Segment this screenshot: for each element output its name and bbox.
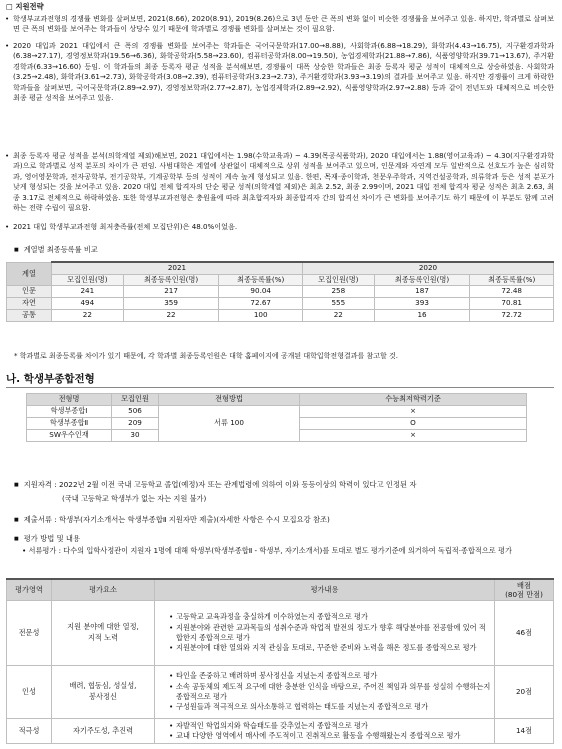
admission-type-table: 전형명 모집인원 전형방법 수능최저학력기준 학생부종합Ⅰ 506 서류 100 × 학생부종합Ⅱ 209 O SW우수인재 30 ×	[26, 393, 527, 442]
table-row: 전문성 지원 분야에 대한 열정, 지적 노력 • 고등학교 교육과정을 충실하게 이수하였는지 종합적으로 평가 • 지원분야와 관련한 교과목들의 성취수준과 학업적 발전의 정도가 향후 해당분야를 전공함에 있어 적합한지 종합적으로 평가 • 지원분야에 대한 열의와 지적 관심을 토대로, 꾸준한 준비와 노력을 해온 정도를 종합적으로 평가 46점	[7, 601, 554, 666]
table-row: 적극성 자기주도성, 추진력 • 자발적인 학업의지와 학습태도를 갖추었는지 종합적으로 평가 • 교내 다양한 영역에서 매사에 주도적이고 진취적으로 활동을 수행해왔는지 종합적으로 평가 14점	[7, 719, 554, 744]
table-row: 공통 22 22 100 22 16 72.72	[7, 310, 554, 322]
qualification: ■ 지원자격 : 2022년 2월 이전 국내 고등학교 졸업(예정)자 또는 관계법령에 의하여 이와 동등이상의 학력이 있다고 인정된 자	[14, 480, 554, 491]
section-heading: □ 지원전략	[6, 2, 44, 11]
table1-title: ■ 계열별 최종등록률 비교	[14, 245, 98, 256]
table-note: * 학과별로 최종등록률 차이가 있기 때문에, 각 학과별 최종등록인원은 대학 홈페이지에 공개된 대학입학전형결과를 참고할 것.	[14, 352, 398, 360]
col-header: 최종등록인원(명)	[123, 274, 219, 286]
table-row: 인성 배려, 협동심, 성실성, 봉사정신 • 타인을 존중하고 배려하며 봉사정신을 지녔는지 종합적으로 평가 • 소속 공동체의 제도적 요구에 대한 충분한 인식을 바탕으로, 주어진 책임과 의무를 성실히 수행하는지 종합적으로 평가 • 구성원들과 적극적으로 의사소통하고 협력하는 태도를 지녔는지 종합적으로 평가 20점	[7, 666, 554, 719]
section-2-title: 나. 학생부종합전형	[6, 373, 95, 385]
table-row: SW우수인재 30 ×	[27, 430, 527, 442]
bullet-1: • 학생부교과전형의 경쟁률 변화를 살펴보면, 2021(8.66), 2020(8.91), 2019(8.26)으로 3년 동안 큰 폭의 변화 없이 비슷한 경쟁률을 보여주고 있음. 하지만, 학과별로 살펴보면 큰 폭의 변화를 보여주는 학과들이 상당수 있기 때문에 학과별로 경쟁률 변화를 살펴보는 것이 필요함.	[13, 14, 554, 35]
documents: ■ 제출서류 : 학생부(자기소개서는 학생부종합Ⅱ 지원자만 제출)(자세한 사항은 수시 모집요강 참조)	[14, 515, 554, 526]
section-divider	[6, 387, 554, 388]
bullet-4: • 2021 대입 학생부교과전형 최저충족률(전체 모집단위)은 48.0%이었음.	[13, 222, 554, 232]
col-header: 최종등록인원(명)	[374, 274, 470, 286]
table-row: 인문 241 217 90.04 258 187 72.48	[7, 286, 554, 298]
year-2020: 2020	[302, 262, 553, 274]
bullet-3: • 최종 등록자 평균 성적을 분석(의학계열 제외)해보면, 2021 대입에서는 1.98(수학교육과) ~ 4.39(목공식품학과), 2020 대입에서는 1.88(영어교육과) ~ 4.30(지구환경과학과)으로 학과별로 성적 분포의 차이가 큰 편임. 사범대학은 계열에 상관없이 대체적으로 상위 성적을 보여주고 있으며, 인문계와 자연계 모두 일반적으로 선호도가 높은 심리학과, 영어영문학과, 전자공학부, 전기공학부, 기계공학부 등의 성적이 게속 높게 형성되고 있음. 한편, 목재·종이학과, 천문우주학과, 지역건설공학과, 의류학과 등은 성적 분포가 낮게 형성되는 것을 보여주고 있음. 2020 대입 전체 합격자의 단순 평균 성적(의학계열 제외)은 최초 2.52, 최종 2.99이며, 2021 대입 전체 합격자 평균 성적은 최초 2.63, 최종 3.17로 전체적으로 하락하였음. 또한 학생부교과전형은 충원율에 따라 최초합격자와 최종합격자 간의 합격선 차이가 큰 변화를 보여주기도 하기 때문에 이 부분도 함께 고려하는 전략 수립이 필요함.	[13, 151, 554, 214]
col-header: 최종등록률(%)	[470, 274, 554, 286]
col-header: 최종등록률(%)	[219, 274, 303, 286]
evaluation-table: 평가영역 평가요소 평가내용 배점 (80점 만점) 전문성 지원 분야에 대한 열정, 지적 노력 • 고등학교 교육과정을 충실하게 이수하였는지 종합적으로 평가 • 지원분야와 관련한 교과목들의 성취수준과 학업적 발전의 정도가 향후 해당분야를 전공함에 있어 적합한지 종합적으로 평가 • 지원분야에 대한 열의와 지적 관심을 토대로, 꾸준한 준비와 노력을 해온 정도를 종합적으로 평가 46점 인성 배려, 협동심, 성실성, 봉사정신 • 타인을 존중하고 배려하며 봉사정신을 지녔는지 종합적으로 평가 • 소속 공동체의 제도적 요구에 대한 충분한 인식을 바탕으로, 주어진 책임과 의무를 성실히 수행하는지 종합적으로 평가 • 구성원들과 적극적으로 의사소통하고 협력하는 태도를 지녔는지 종합적으로 평가 20점 적극성 자기주도성, 추진력 • 자발적인 학업의지와 학습태도를 갖추었는지 종합적으로 평가 • 교내 다양한 영역에서 매사에 주도적이고 진취적으로 활동을 수행해왔는지 종합적으로 평가 14점	[6, 578, 554, 744]
bullet-2: • 2020 대입과 2021 대입에서 큰 폭의 경쟁률 변화를 보여주는 학과들은 국어국문학과(17.00→8.88), 사회학과(6.88→18.29), 화학과(4.43→16.75), 지구환경과학과(6.38→27.17), 경영정보학과(19.56→6.36), 화학공학과(5.58→23.60), 컴퓨터공학과(8.00→19.50), 농업경제학과(21.88→7.86), 식품영양학과(39.71→13.67), 주거환경학과(6.33→16.60) 등임. 이 학과들의 최종 등록자 평균 성적을 분석해보면, 경쟁률이 대폭 상승한 학과들은 최종 등록자 평균 성적이 대체적으로 상승하였음. 사회학과(3.25→2.48), 화학과(3.61→2.73), 화학공학과(3.08→2.39), 컴퓨터공학과(3.23→2.73), 주거환경학과(3.93→3.19)의 결과를 보여주고 있음. 하지만 경쟁률이 크게 하락한 학과들을 살펴보면, 국어국문학과(2.89→2.97), 경영정보학과(2.77→2.87), 농업경제학과(2.89→2.92), 식품영양학과(2.97→2.88) 등과 같이 전년도와 대체적으로 비슷한 최종 평균 성적을 보여주고 있음.	[13, 41, 554, 104]
table-row: 학생부종합Ⅰ 506 서류 100 ×	[27, 406, 527, 418]
evaluation: ■ 평가 방법 및 내용	[14, 534, 554, 545]
evaluation-detail: • 서류평가 : 다수의 입학사정관이 지원자 1명에 대해 학생부(학생부종합Ⅱ - 학생부, 자기소개서)를 토대로 별도 평가기준에 의거하여 독립적·종합적으로 평가	[22, 546, 512, 555]
year-2021: 2021	[52, 262, 303, 274]
table-row: 학생부종합Ⅱ 209 O	[27, 418, 527, 430]
method-cell: 서류 100	[159, 406, 300, 442]
table-row: 자연 494 359 72.67 555 393 70.81	[7, 298, 554, 310]
col-header: 모집인원(명)	[52, 274, 124, 286]
qualification-note: (국내 고등학교 학생부가 없는 자는 지원 불가)	[62, 494, 207, 503]
col-group: 계열	[7, 262, 52, 286]
enrollment-table	[6, 261, 554, 322]
col-header: 모집인원(명)	[302, 274, 374, 286]
